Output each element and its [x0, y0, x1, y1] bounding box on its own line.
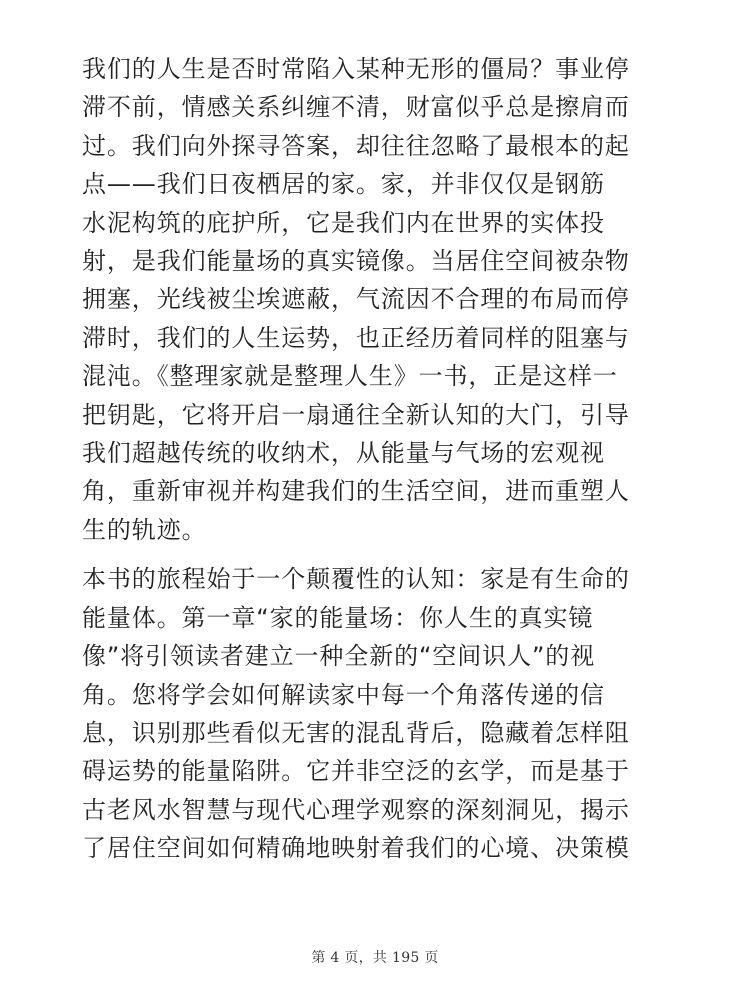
text-line: 滞时，我们的人生运势，也正经历着同样的阻塞与	[82, 323, 630, 352]
text-line: 角，重新审视并构建我们的生活空间，进而重塑人	[82, 477, 630, 506]
text-line: 滞不前，情感关系纠缠不清，财富似乎总是擦肩而	[82, 93, 630, 122]
text-line: 古老风水智慧与现代心理学观察的深刻洞见，揭示	[82, 795, 630, 824]
text-line: 角。您将学会如何解读家中每一个角落传递的信	[82, 680, 605, 709]
paragraph-1	[82, 50, 668, 549]
text-line: 拥塞，光线被尘埃遮蔽，气流因不合理的布局而停	[82, 285, 630, 314]
text-line: 碍运势的能量陷阱。它并非空泛的玄学，而是基于	[82, 757, 630, 786]
text-line: 像”将引领读者建立一种全新的“空间识人”的视	[82, 642, 596, 671]
paragraph-2	[82, 560, 668, 867]
text-line: 混沌。《整理家就是整理人生》一书，正是这样一	[82, 362, 618, 391]
text-line: 能量体。第一章“家的能量场：你人生的真实镜	[82, 603, 594, 632]
page-number-footer: 第 4 页，共 195 页	[311, 950, 439, 966]
text-line: 我们的人生是否时常陷入某种无形的僵局？事业停	[82, 55, 630, 83]
text-line: 本书的旅程始于一个颠覆性的认知：家是有生命的	[82, 565, 630, 594]
text-line: 息，识别那些看似无害的混乱背后，隐藏着怎样阻	[82, 718, 630, 747]
text-line: 把钥匙，它将开启一扇通往全新认知的大门，引导	[82, 400, 630, 429]
text-line: 过。我们向外探寻答案，却往往忽略了最根本的起	[82, 131, 630, 160]
text-line: 射，是我们能量场的真实镜像。当居住空间被杂物	[82, 247, 630, 276]
text-line: 我们超越传统的收纳术，从能量与气场的宏观视	[82, 439, 605, 468]
text-line: 了居住空间如何精确地映射着我们的心境、决策模	[82, 834, 630, 863]
text-line: 点——我们日夜栖居的家。家，并非仅仅是钢筋	[82, 170, 605, 199]
text-line: 生的轨迹。	[82, 515, 207, 544]
document-body	[82, 50, 668, 868]
text-line: 水泥构筑的庇护所，它是我们内在世界的实体投	[82, 208, 605, 237]
